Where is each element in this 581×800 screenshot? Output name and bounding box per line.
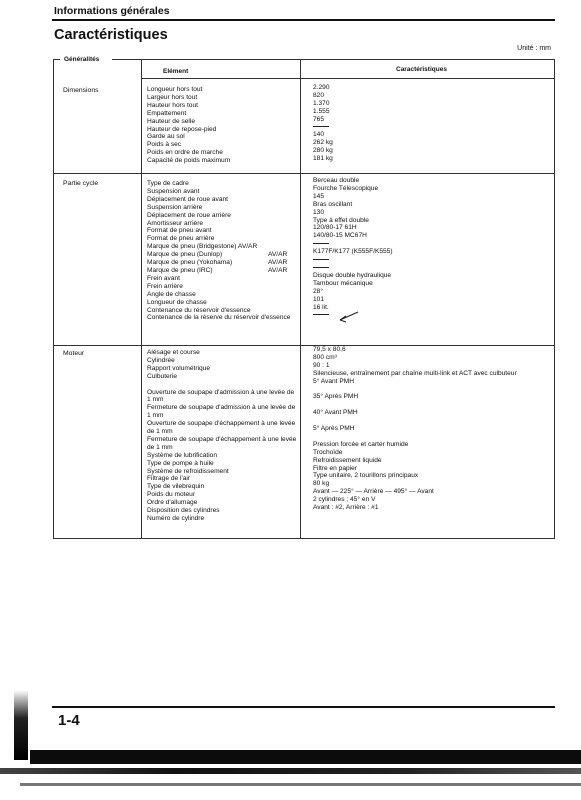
- handwritten-arrow-icon: [336, 310, 360, 324]
- value-item: Trochoïde: [313, 448, 343, 456]
- list-item: Contenance du réservoir d'essence: [147, 306, 251, 314]
- value-item: Bras oscillant: [313, 200, 353, 208]
- list-item: Hauteur de selle: [147, 117, 196, 125]
- value-item: 35° Après PMH: [313, 393, 359, 401]
- page-number: 1-4: [58, 712, 80, 729]
- value-item: 280 kg: [313, 147, 333, 155]
- value-item: 2.290: [313, 84, 330, 91]
- value-item: 5° Avant PMH: [313, 377, 354, 385]
- value-item: 40° Avant PMH: [313, 409, 358, 417]
- scan-shadow-bottom: [30, 750, 581, 764]
- list-item: Marque de pneu (Bridgestone) AV/AR: [147, 243, 258, 251]
- value-item: 1.555: [313, 107, 330, 115]
- value-item: Type à effet double: [313, 216, 369, 224]
- dimensions-value-list: [313, 84, 553, 163]
- list-item: Angle de chasse: [147, 290, 196, 298]
- value-item: 765: [313, 115, 325, 123]
- list-item: Cylindrée: [147, 356, 175, 364]
- list-item: Ordre d'allumage: [147, 499, 198, 507]
- value-dash: [313, 240, 553, 248]
- list-item: Hauteur hors tout: [147, 101, 198, 109]
- value-dash: [313, 256, 553, 264]
- value-item: 28°: [313, 287, 323, 295]
- list-item: Amortisseur arrière: [147, 219, 204, 227]
- value-item: Pression forcée et carter humide: [313, 440, 409, 448]
- list-item: Type de pompe à huile: [147, 459, 214, 467]
- list-item: Filtrage de l'air: [147, 475, 191, 483]
- section-label-moteur: Moteur: [63, 350, 85, 357]
- value-item: 79,5 x 80,6: [313, 346, 346, 353]
- list-item: Largeur hors tout: [147, 93, 198, 101]
- value-item: Tambour mécanique: [313, 279, 373, 287]
- value-item: Filtre en papier: [313, 464, 357, 472]
- list-item: Alésage et course: [147, 349, 200, 356]
- value-item: 1.370: [313, 99, 330, 107]
- value-item: Refroidissement liquide: [313, 456, 382, 464]
- value-item: Disque double hydraulique: [313, 271, 392, 279]
- list-item: Format de pneu arrière: [147, 235, 215, 243]
- value-item: 120/80-17 61H: [313, 224, 357, 232]
- list-item: Fermeture de soupape d'admission à une levée de 1 mm: [147, 404, 296, 420]
- partie-cycle-element-list: [147, 180, 297, 322]
- value-item: 181 kg: [313, 155, 333, 163]
- column-header-specs: Caractéristiques: [396, 66, 447, 73]
- value-item: 2 cylindres ; 45° en V: [313, 496, 376, 504]
- footer-rule: [52, 706, 555, 708]
- list-item: Déplacement de roue avant: [147, 195, 229, 203]
- value-item: 130: [313, 208, 325, 216]
- value-item: Avant — 225° — Arrière — 495° — Avant: [313, 488, 434, 496]
- list-item: Contenance de la réserve du réservoir d'essence: [147, 314, 291, 322]
- list-item: Ouverture de soupape d'échappement à une levée de 1 mm: [147, 420, 296, 436]
- value-item: 140: [313, 131, 325, 139]
- value-item: 800 cm³: [313, 353, 337, 361]
- column-header-element: Elément: [163, 68, 189, 75]
- value-item: Berceau double: [313, 177, 360, 184]
- section-label-dimensions: Dimensions: [63, 87, 99, 94]
- value-item: 16 lit.: [313, 303, 329, 311]
- value-item: 101: [313, 295, 325, 303]
- list-item: Poids à sec: [147, 141, 182, 149]
- unit-label: Unité : mm: [517, 45, 551, 52]
- column-divider-right: [300, 60, 301, 538]
- table-legend: Généralités: [64, 56, 100, 63]
- list-item: Garde au sol: [147, 133, 185, 141]
- page-title: Caractéristiques: [54, 27, 168, 43]
- list-item: Marque de pneu (Dunlop) AV/AR: [147, 251, 288, 259]
- value-item: K177F/K177 (K555F/K555): [313, 248, 393, 256]
- list-item: Longueur hors tout: [147, 86, 203, 93]
- value-item: 80 kg: [313, 480, 330, 488]
- list-item: Format de pneu avant: [147, 227, 212, 235]
- list-item: Suspension arrière: [147, 203, 203, 211]
- list-item: Poids en ordre de marche: [147, 149, 223, 157]
- value-item: Fourche Télescopique: [313, 184, 379, 192]
- list-item: Poids du moteur: [147, 491, 196, 499]
- list-item: Frein arrière: [147, 282, 183, 290]
- value-item: Type unitaire, 2 tourillons principaux: [313, 472, 419, 480]
- list-item: Culbuterie: [147, 372, 178, 380]
- header-divider: [141, 78, 554, 79]
- list-item: Fermeture de soupape d'échappement à une levée de 1 mm: [147, 435, 297, 451]
- list-item: Capacité de poids maximum: [147, 157, 231, 165]
- column-divider-left: [141, 60, 142, 538]
- moteur-value-list: [313, 346, 553, 512]
- list-item: Type de vilebrequin: [147, 483, 205, 491]
- list-item: Marque de pneu (Yokohama) AV/AR: [147, 259, 288, 267]
- list-item: Numéro de cylindre: [147, 515, 205, 523]
- list-item: Système de lubrification: [147, 451, 218, 459]
- list-item: Marque de pneu (IRC) AV/AR: [147, 266, 288, 274]
- list-item: Type de cadre: [147, 180, 189, 187]
- value-dash: [313, 264, 553, 272]
- section-header: Informations générales: [54, 5, 170, 17]
- value-item: 90 : 1: [313, 361, 330, 369]
- list-item: Frein avant: [147, 274, 180, 282]
- value-dash: [313, 124, 553, 132]
- list-item: Hauteur de repose-pied: [147, 125, 217, 133]
- section-divider-1: [54, 173, 554, 174]
- value-item: 5° Après PMH: [313, 425, 355, 433]
- list-item: Disposition des cylindres: [147, 507, 220, 515]
- list-item: Rapport volumétrique: [147, 364, 211, 372]
- list-item: Suspension avant: [147, 187, 200, 195]
- scan-shadow-bottom-2: [0, 768, 581, 774]
- value-item: 820: [313, 91, 325, 99]
- list-item: Longueur de chasse: [147, 298, 207, 306]
- scan-shadow-bottom-3: [20, 783, 581, 786]
- list-item: Déplacement de roue arrière: [147, 211, 231, 219]
- value-item: Avant : #2, Arrière : #1: [313, 504, 379, 512]
- partie-cycle-value-list: [313, 177, 553, 319]
- value-item: 140/80-15 MC67H: [313, 232, 367, 240]
- list-item: Ouverture de soupape d'admission à une levée de 1 mm: [147, 388, 295, 404]
- value-item: Silencieuse, entraînement par chaîne multi-link et ACT avec culbuteur: [313, 369, 517, 377]
- list-item: Système de refroidissement: [147, 467, 229, 475]
- dimensions-element-list: [147, 86, 297, 165]
- section-label-partie-cycle: Partie cycle: [63, 180, 99, 187]
- list-item: Empattement: [147, 109, 187, 117]
- value-item: 262 kg: [313, 139, 333, 147]
- moteur-element-list: [147, 349, 297, 523]
- scan-shadow-left: [14, 690, 28, 760]
- value-item: 145: [313, 192, 325, 200]
- header-rule: [52, 19, 555, 21]
